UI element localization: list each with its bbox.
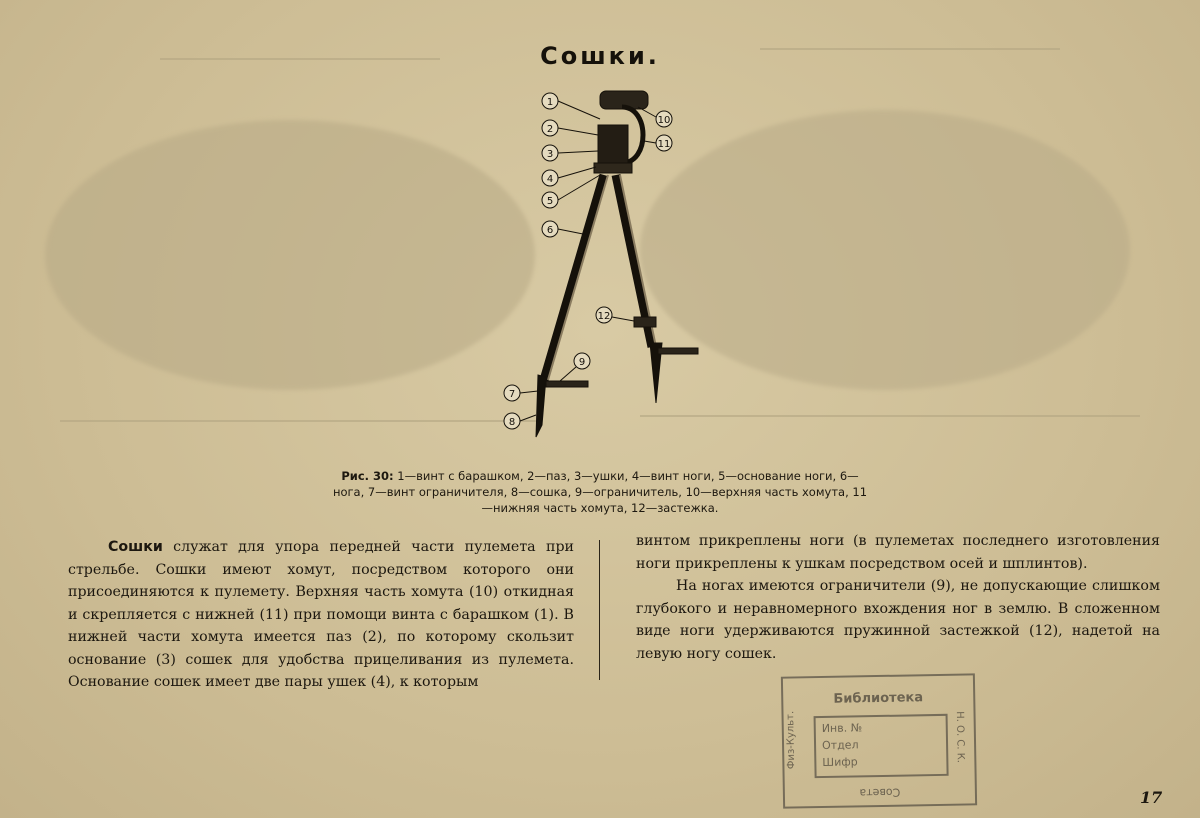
page-title: Сошки. [540,42,660,70]
callout-6 [542,221,588,237]
leg-base [594,163,632,173]
clamp-body [598,125,628,163]
callout-9 [560,353,590,381]
callout-12 [596,307,634,323]
svg-text:9: 9 [578,357,586,368]
svg-text:1: 1 [546,97,554,108]
caption-lead: Рис. 30: [341,469,394,483]
right-limiter [658,348,698,354]
stamp-line: Шифр [822,755,858,769]
svg-text:3: 3 [546,149,554,160]
figure-caption [330,468,870,516]
svg-text:5: 5 [546,196,554,207]
svg-text:10: 10 [657,115,671,126]
stamp-line: Отдел [821,738,859,752]
svg-text:4: 4 [546,174,554,185]
svg-text:8: 8 [508,417,516,428]
left-limiter [546,381,588,387]
left-spike [536,375,546,437]
page-number: 17 [1140,788,1163,807]
callout-7 [504,385,538,401]
svg-text:6: 6 [546,225,554,236]
stamp-title: Библиотека [833,690,924,707]
body-column-left [68,536,574,694]
callout-1 [542,93,600,119]
bipod-illustration [500,85,720,445]
stamp-side-text: Физ-Культ. [785,710,798,770]
callout-11 [644,135,672,151]
paragraph [68,536,574,694]
clasp [634,317,656,327]
body-column-right [636,530,1160,665]
callout-3 [542,145,598,161]
svg-text:12: 12 [597,311,611,322]
paragraph: На ногах имеются ограничители (9), не допускающие слишком глубокого и неравномерного вхождения ног в землю. В сложенном виде ноги удерживаются пружинной застежкой (12), надетой на левую ногу сошек. [636,578,1160,662]
paragraph-text: служат для упора передней части пулемета при стрельбе. Сошки имеют хомут, посредством которого они присоединяются к пулемету. Верхняя часть хомута (10) откидная и скрепляется с нижней (11) при помощи винта с барашком (1). В нижней части хомута имеется паз (2), по которому скользит основание (3) сошек для удобства прицеливания из пулемета. Основание сошек имеет две пары ушек (4), к которым [68,539,574,690]
stamp-inner-box [814,714,949,778]
caption-text: 1—винт с барашком, 2—паз, 3—ушки, 4—винт ноги, 5—основание ноги, 6—нога, 7—винт ограничителя, 8—сошка, 9—ограничитель, 10—верхняя часть хомута, 11—нижняя часть хомута, 12—застежка. [332,469,868,515]
stamp-side-text: Н. О. С. К. [953,711,966,764]
callout-4 [542,167,596,186]
svg-text:2: 2 [546,124,554,135]
column-divider [599,540,600,680]
callout-2 [542,120,598,136]
svg-text:7: 7 [508,389,516,400]
svg-text:11: 11 [657,139,671,150]
show-through-left [45,120,535,390]
callout-8 [504,413,536,429]
stamp-bottom-text: Совета [859,785,901,800]
library-stamp [781,673,977,808]
paragraph: винтом прикреплены ноги (в пулеметах последнего изготовления ноги прикреплены к ушкам посредством осей и шплинтов). [636,533,1160,572]
show-through-line [60,420,540,422]
stamp-line: Инв. № [821,721,863,735]
lead-term: Сошки [108,539,163,555]
